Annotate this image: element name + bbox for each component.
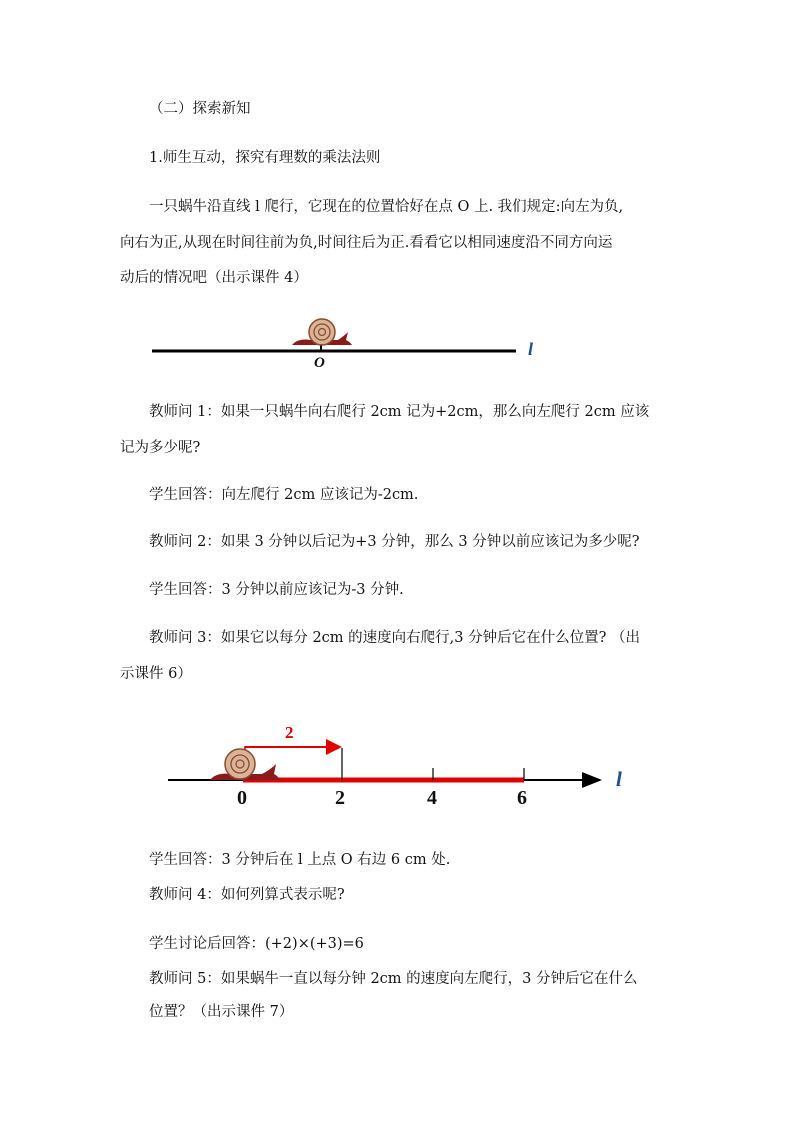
- teacher-question-1: 教师问 1：如果一只蜗牛向右爬行 2cm 记为+2cm，那么向左爬行 2cm 应该: [149, 404, 650, 420]
- teacher-question-3: 教师问 3：如果它以每分 2cm 的速度向右爬行,3 分钟后它在什么位置? （出: [149, 630, 640, 646]
- tick-label-2: 2: [335, 787, 345, 809]
- line-label-2: l: [616, 767, 622, 791]
- tick-label-0: 0: [237, 787, 247, 809]
- intro-line-1: 一只蜗牛沿直线 l 爬行，它现在的位置恰好在点 O 上. 我们规定:向左为负,: [149, 199, 624, 215]
- origin-label: O: [314, 355, 325, 371]
- teacher-question-5-cont: 位置？（出示课件 7）: [149, 1004, 294, 1020]
- student-answer-1: 学生回答：向左爬行 2cm 应该记为-2cm.: [149, 487, 419, 503]
- student-answer-2: 学生回答：3 分钟以前应该记为-3 分钟.: [149, 582, 404, 598]
- tick-label-4: 4: [427, 787, 437, 809]
- snail-icon-2: [210, 749, 280, 780]
- step-arrow: [245, 746, 340, 752]
- section-title: （二）探索新知: [149, 101, 251, 117]
- teacher-question-2: 教师问 2：如果 3 分钟以后记为+3 分钟，那么 3 分钟以前应该记为多少呢?: [149, 534, 640, 550]
- tick-label-6: 6: [517, 787, 527, 809]
- intro-line-2: 向右为正,从现在时间往前为负,时间往后为正.看看它以相同速度沿不同方向运: [120, 235, 613, 251]
- intro-line-3: 动后的情况吧（出示课件 4）: [120, 270, 308, 286]
- snail-icon: [292, 319, 352, 345]
- subsection-title: 1.师生互动，探究有理数的乘法法则: [149, 150, 381, 166]
- teacher-question-1-cont: 记为多少呢?: [120, 440, 201, 456]
- teacher-question-5: 教师问 5：如果蜗牛一直以每分钟 2cm 的速度向左爬行，3 分钟后它在什么: [149, 971, 638, 987]
- student-answer-3: 学生回答：3 分钟后在 l 上点 O 右边 6 cm 处.: [149, 852, 451, 868]
- student-answer-4: 学生讨论后回答：(+2)×(+3)=6: [149, 936, 364, 952]
- teacher-question-4: 教师问 4：如何列算式表示呢?: [149, 887, 345, 903]
- arrow-label: 2: [285, 723, 294, 742]
- number-line-1: [152, 344, 516, 351]
- teacher-question-3-cont: 示课件 6）: [120, 666, 192, 682]
- line-label-1: l: [528, 339, 534, 359]
- number-line-2: [168, 748, 600, 780]
